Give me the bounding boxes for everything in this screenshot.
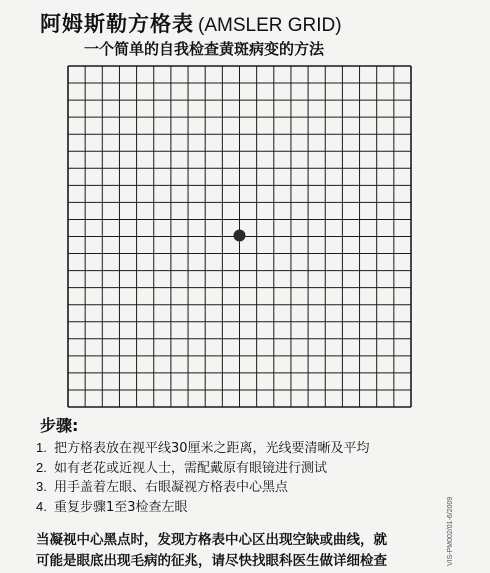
page-title <box>40 8 342 38</box>
page-subtitle: 一个简单的自我检查黄斑病变的方法 <box>84 40 325 58</box>
amsler-grid-svg <box>67 65 412 408</box>
step-item <box>36 478 370 498</box>
step-number: 1. <box>36 440 47 455</box>
steps-list <box>36 439 370 517</box>
title-chinese: 阿姆斯勒方格表 <box>40 12 194 36</box>
step-item <box>36 459 370 479</box>
step-number: 3. <box>36 479 47 494</box>
step-text: 把方格表放在视平线30厘米之距离，光线要清晰及平均 <box>54 441 370 456</box>
step-number: 4. <box>36 498 47 514</box>
document-code: VIS-PM002/01-6/2009 <box>447 496 454 566</box>
note-line: 可能是眼底出现毛病的征兆，请尽快找眼科医生做详细检查 <box>36 553 387 569</box>
step-text: 重复步骤1至3检查左眼 <box>54 499 188 515</box>
step-item <box>36 498 370 518</box>
step-text: 如有老花或近视人士，需配戴原有眼镜进行测试 <box>54 460 328 476</box>
amsler-grid <box>67 65 412 408</box>
title-english: (AMSLER GRID) <box>198 15 342 36</box>
note-line: 当凝视中心黑点时，发现方格表中心区出现空缺或曲线，就 <box>36 532 387 548</box>
warning-note <box>36 530 387 572</box>
step-text: 用手盖着左眼、右眼凝视方格表中心黑点 <box>54 480 289 495</box>
step-number: 2. <box>36 459 47 475</box>
step-item <box>36 439 370 459</box>
steps-heading: 步骤: <box>40 416 79 435</box>
center-fixation-dot <box>234 230 246 242</box>
